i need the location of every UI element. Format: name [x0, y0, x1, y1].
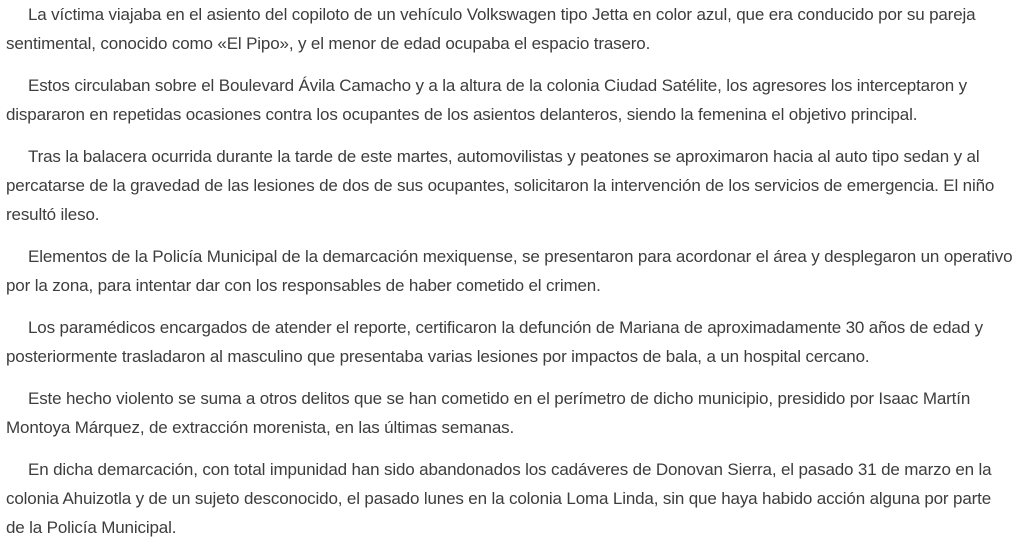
- article-paragraph: Estos circulaban sobre el Boulevard Ávila Camacho y a la altura de la colonia Ciudad Satélite, los agresores los interceptaron y dispararon en repetidas ocasiones contra los ocupantes de los asientos delanteros, siendo la femenina el objetivo principal.: [6, 76, 967, 124]
- article-paragraph: La víctima viajaba en el asiento del copiloto de un vehículo Volkswagen tipo Jetta en color azul, que era conducido por su pareja sentimental, conocido como «El Pipo», y el menor de edad ocupaba el espacio trasero.: [6, 5, 976, 53]
- article-paragraph: Los paramédicos encargados de atender el reporte, certificaron la defunción de Mariana de aproximadamente 30 años de edad y posteriormente trasladaron al masculino que presentaba varias lesiones por impactos de bala, a un hospital cercano.: [6, 318, 983, 366]
- article-paragraph: En dicha demarcación, con total impunidad han sido abandonados los cadáveres de Donovan Sierra, el pasado 31 de marzo en la colonia Ahuizotla y de un sujeto desconocido, el pasado lunes en la colonia Loma Linda, sin que haya habido acción alguna por parte de la Policía Municipal.: [6, 460, 992, 537]
- article-paragraph: Tras la balacera ocurrida durante la tarde de este martes, automovilistas y peatones se aproximaron hacia al auto tipo sedan y al percatarse de la gravedad de las lesiones de dos de sus ocupantes, solicitaron la intervención de los servicios de emergencia. El niño resultó ileso.: [6, 147, 995, 224]
- article-paragraph: Este hecho violento se suma a otros delitos que se han cometido en el perímetro de dicho municipio, presidido por Isaac Martín Montoya Márquez, de extracción morenista, en las últimas semanas.: [6, 389, 971, 437]
- article-paragraph: Elementos de la Policía Municipal de la demarcación mexiquense, se presentaron para acordonar el área y desplegaron un operativo por la zona, para intentar dar con los responsables de haber cometido el crimen.: [6, 247, 1013, 295]
